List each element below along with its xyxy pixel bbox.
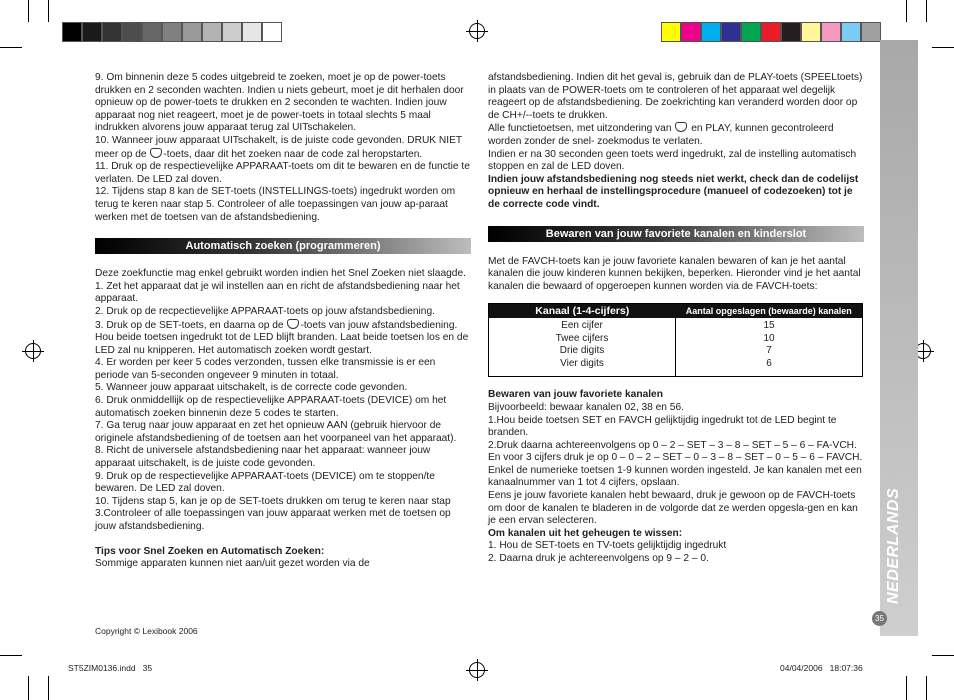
color-swatch	[162, 22, 182, 42]
crop-mark	[926, 676, 927, 700]
text: en PLAY, kunnen gecontroleerd worden zonder de snel- zoekmodus te verlaten.	[488, 123, 834, 147]
channel-table	[488, 303, 863, 377]
crop-mark	[906, 676, 907, 700]
color-swatch	[62, 22, 82, 42]
step: 8. Richt de universele afstandsbediening naar het apparaat: wanneer jouw apparaat uitschakelt, is de juiste code gevonden.	[95, 445, 431, 470]
color-swatch	[142, 22, 162, 42]
paragraph: Indien er na 30 seconden geen toets werd ingedrukt, zal de instelling automatisch stoppen en zal de LED doven.	[488, 148, 857, 173]
step	[95, 319, 471, 358]
step: 1.Hou beide toetsen SET en FAVCH gelijktijdig ingedrukt tot de LED begint te branden.	[488, 414, 837, 439]
section-heading: Automatisch zoeken (programmeren)	[95, 238, 471, 254]
table-cell	[676, 318, 863, 377]
copyright: Copyright © Lexibook 2006	[95, 626, 198, 636]
step: 5. Wanneer jouw apparaat uitschakelt, is de correcte code gevonden.	[95, 382, 408, 394]
color-swatch	[222, 22, 242, 42]
cell-value: Vier digits	[560, 357, 604, 369]
file-slug: ST5ZIM0136.indd 35	[68, 663, 153, 673]
color-swatch-bar	[661, 22, 881, 42]
step: 7. Ga terug naar jouw apparaat en zet het opnieuw AAN (gebruik hiervoor de originele afstandsbediening of de toetsen aan het voorpaneel van het apparaat).	[95, 420, 457, 444]
color-swatch	[741, 22, 761, 42]
cell-value: Twee cijfers	[555, 332, 609, 344]
color-swatch	[122, 22, 142, 42]
step: 2.Druk daarna achtereenvolgens op 0 – 2 – SET – 3 – 8 – SET – 5 – 6 – FA-VCH.	[488, 439, 857, 451]
color-swatch	[182, 22, 202, 42]
paragraph: 12. Tijdens stap 8 kan de SET-toets (INSTELLINGS-toets) ingedrukt worden om terug te keren naar stap 5. Controleer of alle toepassingen van jouw ap-paraat werken met de toetsen van de afstandsbediening.	[95, 186, 456, 223]
crop-mark	[0, 47, 22, 48]
crop-mark	[48, 676, 49, 700]
color-swatch	[202, 22, 222, 42]
cell-value: 6	[766, 357, 772, 369]
language-label: NEDERLANDS	[885, 487, 902, 604]
paragraph: Bijvoorbeeld: bewaar kanalen 02, 38 en 56.	[488, 401, 684, 413]
table-header: Kanaal (1-4-cijfers)	[489, 304, 676, 319]
table-header: Aantal opgeslagen (bewaarde) kanalen	[676, 304, 863, 319]
paragraph: Deze zoekfunctie mag enkel gebruikt worden indien het Snel Zoeken niet slaagde.	[95, 268, 466, 280]
step: 1. Hou de SET-toets en TV-toets gelijktijdig ingedrukt	[488, 540, 727, 552]
cell-value: 7	[766, 345, 772, 357]
crop-mark	[28, 676, 29, 700]
color-swatch	[82, 22, 102, 42]
color-swatch	[781, 22, 801, 42]
color-swatch	[102, 22, 122, 42]
paragraph: Met de FAVCH-toets kan je jouw favoriete kanalen bewaren of kan je het aantal kanalen die jouw kinderen kunnen bekijken, beperken. Hieronder vind je het aantal kanalen die bewaard of opgeroepen kunnen worden via de FAVCH-toets:	[488, 255, 861, 292]
registration-mark	[469, 662, 485, 678]
registration-mark	[469, 23, 485, 39]
color-swatch	[242, 22, 262, 42]
registration-mark	[25, 343, 41, 359]
color-swatch	[821, 22, 841, 42]
color-swatch	[721, 22, 741, 42]
cell-value: 15	[763, 320, 775, 332]
paragraph	[95, 135, 471, 161]
text: Alle functietoetsen, met uitzondering van	[488, 123, 672, 135]
subheading: Bewaren van jouw favoriete kanalen	[488, 389, 663, 401]
step: 2. Daarna druk je achtereenvolgens op 9 – 2 – 0.	[488, 553, 709, 565]
text: 10. Wanneer jouw apparaat UITschakelt, is de juiste code gevonden. DRUK NIET meer op de	[95, 134, 462, 160]
color-swatch	[661, 22, 681, 42]
crop-mark	[926, 0, 927, 22]
color-swatch	[841, 22, 861, 42]
paragraph: Enkel de numerieke toetsen 1-9 kunnen worden ingesteld. Je kan kanalen met een kanaalnummer van 1 tot 4 cijfers, opslaan.	[488, 464, 862, 489]
text: -toets, daar dit het zoeken naar de code zal heropstarten.	[163, 148, 423, 160]
paragraph	[488, 122, 864, 148]
step: 4. Er worden per keer 5 codes verzonden, tussen elke transmissie is er een periode van 5-seconden ongeveer 9 minuten in totaal.	[95, 357, 436, 381]
subheading: Om kanalen uit het geheugen te wissen:	[488, 527, 683, 539]
paragraph: Sommige apparaten kunnen niet aan/uit gezet worden via de	[95, 558, 370, 570]
crop-mark	[48, 0, 49, 22]
color-swatch	[801, 22, 821, 42]
hand-button-icon	[675, 122, 687, 132]
paragraph: Eens je jouw favoriete kanalen hebt bewaard, druk je gewoon op de FAVCH-toets om door de kanalen te bladeren in de volgorde dat ze werden opgesla-gen en kan je een ervan selecteren.	[488, 490, 858, 527]
table-cell	[489, 318, 676, 377]
left-column	[95, 72, 471, 571]
step: 6. Druk onmiddellijk op de respectievelijke APPARAAT-toets (DEVICE) om het automatisch zoeken binnenin deze 5 codes te starten.	[95, 395, 447, 419]
color-swatch	[761, 22, 781, 42]
paragraph: 9. Om binnenin deze 5 codes uitgebreid te zoeken, moet je op de power-toets drukken en 2 seconden wachten. Indien u niets gebeurt, moet je dit herhalen door opnieuw op de power-toets te drukken en 2 seconden te wachten. Indien jouw apparaat nog niet reageert, moet je de power-toets in totaal slechts 5 maal indrukken alvorens jouw apparaat terug zal UITschakelen.	[95, 72, 464, 134]
crop-mark	[0, 655, 22, 656]
crop-mark	[906, 0, 907, 22]
crop-mark	[932, 655, 954, 656]
step: 2. Druk op de recpectievelijke APPARAAT-toets op jouw afstandsbediening.	[95, 305, 435, 317]
step: 1. Zet het apparaat dat je wil instellen aan en richt de afstandsbediening naar het apparaat.	[95, 280, 460, 305]
cell-value: 10	[763, 332, 775, 344]
right-column	[488, 72, 864, 566]
grayscale-swatch-bar	[62, 22, 282, 42]
cell-value: Drie digits	[559, 345, 605, 357]
hand-button-icon	[150, 148, 162, 158]
page-number: 35	[872, 611, 887, 626]
step: 9. Druk op de respectievelijke APPARAAT-toets (DEVICE) om te stoppen/te bewaren. De LED zal doven.	[95, 470, 435, 495]
text: 3. Druk op de SET-toets, en daarna op de	[95, 319, 284, 331]
crop-mark	[28, 0, 29, 22]
step: En voor 3 cijfers druk je op 0 – 0 – 2 – SET – 0 – 3 – 8 – SET – 0 – 5 – 6 – FAVCH.	[488, 452, 863, 464]
cell-value: Een cijfer	[561, 320, 603, 332]
crop-mark	[932, 47, 954, 48]
color-swatch	[262, 22, 282, 42]
text: -toets van jouw afstandsbediening. Hou beide toetsen ingedrukt tot de LED blijft branden. Laat beide toetsen los en de LED zal nu knipperen. Het automatisch zoeken wordt gestart.	[95, 319, 469, 356]
paragraph: 11. Druk op de respectievelijke APPARAAT-toets om dit te bewaren en de functie te verlaten. De LED zal doven.	[95, 161, 470, 185]
tips-heading: Tips voor Snel Zoeken en Automatisch Zoeken:	[95, 545, 325, 557]
color-swatch	[681, 22, 701, 42]
paragraph: afstandsbediening. Indien dit het geval is, gebruik dan de PLAY-toets (SPEELtoets) in plaats van de POWER-toets om te controleren of het apparaat wel degelijk reageert op de afstandsbediening. De zoekrichting kan veranderd worden door op de CH+/--toets te drukken.	[488, 72, 863, 121]
date-slug: 04/04/2006 18:07:36	[780, 663, 863, 673]
step: 10. Tijdens stap 5, kan je op de SET-toets drukken om terug te keren naar stap 3.Controleer of alle toepassingen van jouw apparaat werken met de toetsen op jouw afstandsbediening.	[95, 495, 451, 532]
color-swatch	[861, 22, 881, 42]
hand-button-icon	[287, 319, 299, 329]
section-heading: Bewaren van jouw favoriete kanalen en kinderslot	[488, 226, 864, 242]
color-swatch	[701, 22, 721, 42]
warning: Indien jouw afstandsbediening nog steeds niet werkt, check dan de codelijst opnieuw en herhaal de instellingsprocedure (manueel of codezoeken) tot je de correcte code vindt.	[488, 173, 859, 210]
